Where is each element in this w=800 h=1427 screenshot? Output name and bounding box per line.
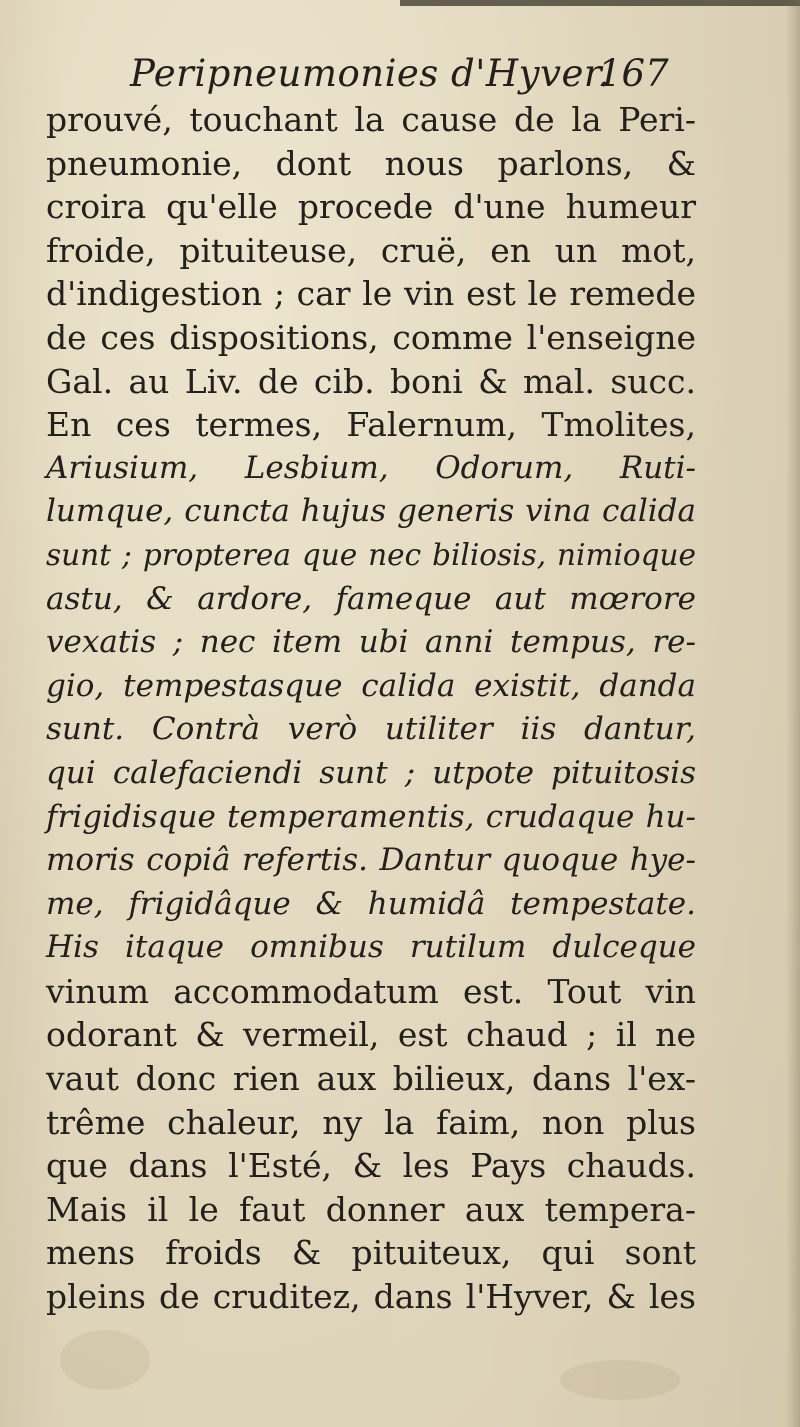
body-text (46, 98, 696, 1319)
text-line: prouvé, touchant la cause de la Peri- (46, 100, 696, 139)
page-number: 167 (598, 52, 669, 95)
page-edge-shadow (786, 0, 800, 1427)
text-line: En ces termes, Falernum, Tmolites, (46, 405, 696, 445)
text-line: moris copiâ refertis. Dantur quoque hye- (46, 842, 696, 879)
text-line: froide, pituiteuse, cruë, en un mot, (46, 230, 696, 270)
text-line: astu, & ardore, fameque aut mœrore (46, 580, 696, 617)
text-line: lumque, cuncta hujus generis vina calida (46, 493, 696, 530)
text-line: trême chaleur, ny la faim, non plus (46, 1102, 696, 1142)
text-line: de ces dispositions, comme l'enseigne (46, 317, 696, 357)
text-line: Mais il le faut donner aux tempera- (46, 1189, 696, 1229)
text-line: vexatis ; nec item ubi anni tempus, re- (46, 624, 696, 661)
text-line: His itaque omnibus rutilum dulceque (46, 929, 696, 966)
text-line: vaut donc rien aux bilieux, dans l'ex- (46, 1059, 696, 1099)
text-line: pleins de cruditez, dans l'Hyver, & les (46, 1277, 696, 1317)
text-line: sunt ; propterea que nec biliosis, nimioque (46, 537, 696, 572)
text-line: qui calefaciendi sunt ; utpote pituitosis (46, 754, 696, 791)
text-line: sunt. Contrà verò utiliter iis dantur, (46, 711, 696, 748)
running-header (0, 52, 800, 102)
paper-stain (560, 1360, 680, 1400)
text-line: Gal. au Liv. de cib. boni & mal. succ. (46, 361, 696, 401)
text-line: que dans l'Esté, & les Pays chauds. (46, 1146, 696, 1186)
text-line: odorant & vermeil, est chaud ; il ne (46, 1015, 696, 1055)
paper-stain (60, 1330, 150, 1390)
text-line: frigidisque temperamentis, crudaque hu- (46, 798, 696, 835)
text-line: Ariusium, Lesbium, Odorum, Ruti- (46, 449, 696, 486)
top-edge-rule (400, 0, 800, 6)
running-title: Peripneumonies d'Hyver. (130, 52, 611, 95)
text-line: d'indigestion ; car le vin est le remede (46, 274, 696, 314)
text-line: me, frigidâque & humidâ tempestate. (46, 885, 696, 922)
text-line: gio, tempestasque calida existit, danda (46, 667, 696, 704)
text-line: vinum accommodatum est. Tout vin (46, 971, 696, 1011)
text-line: croira qu'elle procede d'une humeur (46, 187, 696, 227)
text-line: mens froids & pituiteux, qui sont (46, 1233, 696, 1273)
text-line: pneumonie, dont nous parlons, & (46, 143, 696, 183)
